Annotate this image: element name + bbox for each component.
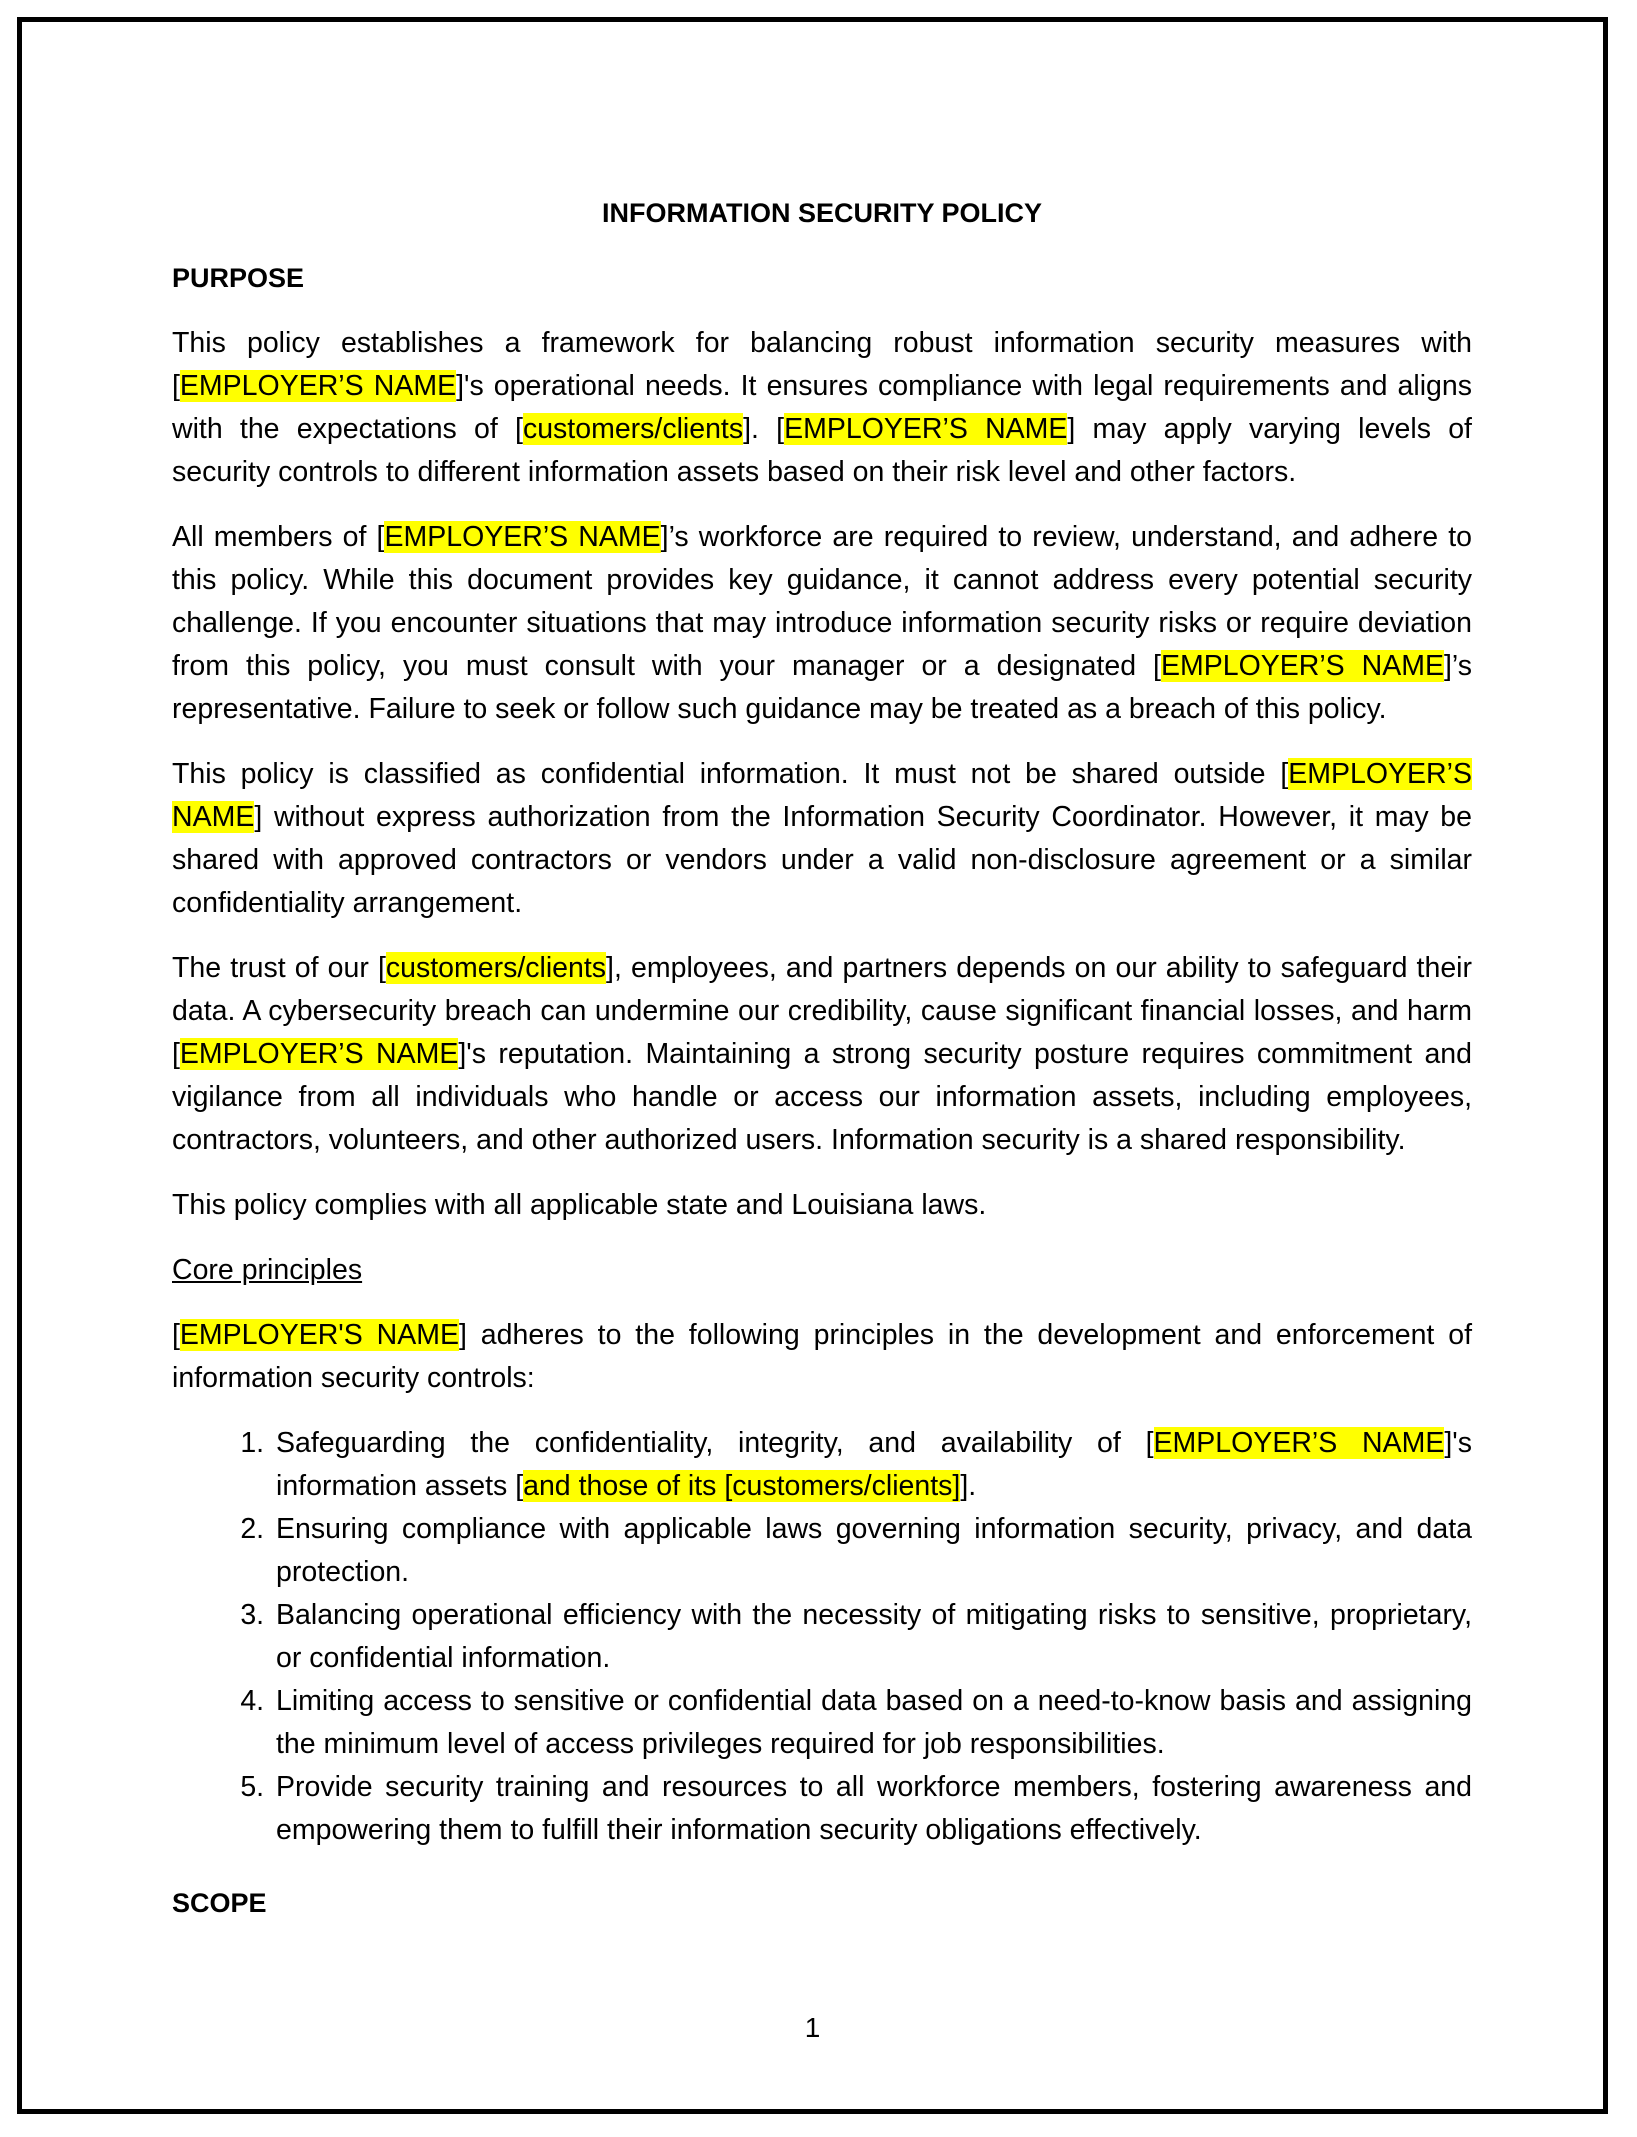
highlighted-placeholder: EMPLOYER'S NAME: [179, 1319, 459, 1351]
text-run: This policy establishes a framework for balancing robust information security measures with [: [172, 327, 1472, 402]
text-run: ] without express authorization from the Information Security Coordinator. However, it may be shared with approved contractors or vendors under a valid non-disclosure agreement or a similar confidentiality arrangement.: [172, 801, 1472, 919]
text-run: ]. [: [743, 413, 785, 445]
page-number: 1: [804, 2012, 821, 2043]
highlighted-placeholder: EMPLOYER’S NAME: [179, 370, 457, 402]
highlighted-placeholder: and those of its [customers/clients]: [523, 1470, 961, 1502]
highlighted-placeholder: EMPLOYER’S NAME: [172, 758, 1472, 833]
scope-heading: SCOPE: [172, 1888, 267, 1918]
text-run: All members of [: [172, 521, 385, 553]
purpose-paragraph-5: This policy complies with all applicable state and Louisiana laws.: [172, 1189, 987, 1221]
text-run: This policy is classified as confidential information. It must not be shared outside [: [172, 758, 1289, 790]
highlighted-placeholder: customers/clients: [385, 952, 607, 984]
list-item: 2. Ensuring compliance with applicable laws governing information security, privacy, and data protection.: [272, 1508, 1472, 1594]
purpose-paragraph-2: [172, 516, 1472, 731]
highlighted-placeholder: EMPLOYER’S NAME: [179, 1038, 459, 1070]
list-item: [272, 1422, 1472, 1508]
document-body: [172, 192, 1472, 1947]
highlighted-placeholder: EMPLOYER’S NAME: [784, 413, 1068, 445]
text-run: ]’s workforce are required to review, understand, and adhere to this policy. While this document provides key guidance, it cannot address every potential security challenge. If you encounter situations that may introduce information security risks or require deviation from this policy, you must consult with your manager or a designated [: [172, 521, 1472, 682]
text-run: ].: [960, 1470, 977, 1502]
purpose-paragraph-3: [172, 753, 1472, 925]
highlighted-placeholder: customers/clients: [522, 413, 744, 445]
text-run: ]'s information assets [: [276, 1427, 1472, 1502]
purpose-paragraph-1: [172, 322, 1472, 494]
purpose-paragraph-4: [172, 947, 1472, 1162]
core-principles-heading: Core principles: [172, 1254, 363, 1286]
list-item: 3. Balancing operational efficiency with the necessity of mitigating risks to sensitive, proprietary, or confidential information.: [272, 1594, 1472, 1680]
highlighted-placeholder: EMPLOYER’S NAME: [1153, 1427, 1445, 1459]
purpose-heading: PURPOSE: [172, 263, 305, 293]
highlighted-placeholder: EMPLOYER’S NAME: [384, 521, 661, 553]
text-run: ]’s representative. Failure to seek or follow such guidance may be treated as a breach of this policy.: [172, 650, 1472, 725]
text-run: ] adheres to the following principles in the development and enforcement of information security controls:: [172, 1319, 1472, 1394]
document-page: [17, 17, 1608, 2114]
core-principles-intro: [172, 1314, 1472, 1400]
core-principles-list: [172, 1422, 1472, 1852]
list-item: 5. Provide security training and resources to all workforce members, fostering awareness and empowering them to fulfill their information security obligations effectively.: [272, 1766, 1472, 1852]
text-run: ]'s operational needs. It ensures compliance with legal requirements and aligns with the expectations of [: [172, 370, 1472, 445]
list-item: 4. Limiting access to sensitive or confidential data based on a need-to-know basis and assigning the minimum level of access privileges required for job responsibilities.: [272, 1680, 1472, 1766]
document-title: INFORMATION SECURITY POLICY: [601, 198, 1042, 228]
text-run: ]'s reputation. Maintaining a strong security posture requires commitment and vigilance from all individuals who handle or access our information assets, including employees, contractors, volunteers, and other authorized users. Information security is a shared responsibility.: [172, 1038, 1473, 1156]
text-run: Safeguarding the confidentiality, integrity, and availability of [: [276, 1427, 1154, 1459]
text-run: ], employees, and partners depends on our ability to safeguard their data. A cybersecurity breach can undermine our credibility, cause significant financial losses, and harm [: [172, 952, 1472, 1070]
text-run: ] may apply varying levels of security controls to different information assets based on their risk level and other factors.: [172, 413, 1472, 488]
text-run: The trust of our [: [172, 952, 386, 984]
text-run: [: [172, 1319, 180, 1351]
highlighted-placeholder: EMPLOYER’S NAME: [1160, 650, 1444, 682]
